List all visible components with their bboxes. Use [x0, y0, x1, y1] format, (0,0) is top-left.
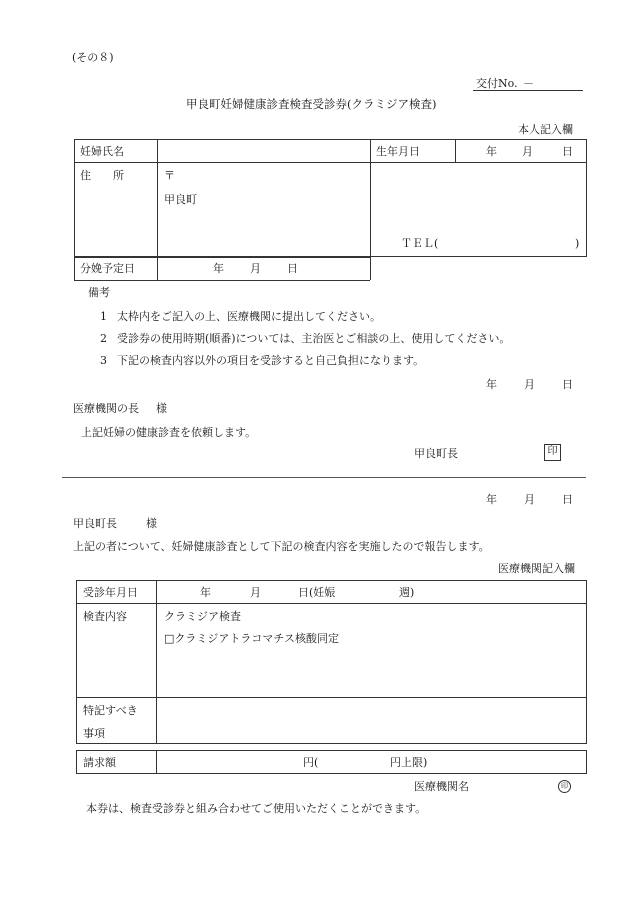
clinic-seal-mark: 印 — [558, 780, 571, 793]
due-month: 月 — [250, 262, 261, 275]
clinic-name-label: 医療機関名 — [414, 780, 469, 793]
visit-month: 月 — [250, 586, 261, 599]
content-item-checkbox: □クラミジアトラコマチス核酸同定 — [164, 632, 339, 645]
note-number: 3 — [100, 354, 107, 367]
due-date-label: 分娩予定日 — [80, 262, 135, 275]
tel-close: ) — [575, 237, 580, 250]
delivery-no-label: 交付No. — [476, 77, 518, 90]
content-title: クラミジア検査 — [164, 610, 241, 623]
name-label: 妊婦氏名 — [80, 145, 124, 158]
dob-month: 月 — [522, 145, 533, 158]
due-year: 年 — [213, 262, 224, 275]
content-label: 検査内容 — [83, 610, 127, 623]
request-month: 月 — [524, 378, 535, 391]
report-honorific: 様 — [146, 517, 157, 530]
visit-date-label: 受診年月日 — [83, 586, 138, 599]
visit-year: 年 — [200, 586, 211, 599]
note-text: 下記の検査内容以外の項目を受診すると自己負担になります。 — [117, 354, 425, 367]
seal-box: 印 — [544, 444, 561, 461]
request-body: 上記妊婦の健康診査を依頼します。 — [81, 426, 257, 439]
town-name: 甲良町 — [164, 193, 197, 206]
mayor-label: 甲良町長 — [414, 447, 458, 460]
request-addressee: 医療機関の長 — [73, 402, 139, 415]
note-number: 1 — [100, 310, 107, 323]
note-number: 2 — [100, 332, 107, 345]
request-honorific: 様 — [156, 402, 167, 415]
delivery-no-dash: － — [523, 77, 534, 90]
note-text: 太枠内をご記入の上、医療機関に提出してください。 — [117, 310, 381, 323]
report-day: 日 — [562, 493, 573, 506]
applicant-form-table — [74, 139, 587, 257]
document-title: 甲良町妊婦健康診査検査受診券(クラミジア検査) — [186, 97, 437, 111]
report-body: 上記の者について、妊婦健康診査として下記の検査内容を実施したので報告します。 — [73, 540, 490, 553]
footer-note: 本券は、検査受診券と組み合わせてご使用いただくことができます。 — [86, 802, 427, 815]
postal-mark: 〒 — [164, 169, 175, 182]
dob-year: 年 — [486, 145, 497, 158]
notes-heading: 備考 — [88, 286, 110, 299]
dob-day: 日 — [562, 145, 573, 158]
self-fill-label: 本人記入欄 — [518, 123, 573, 136]
clinic-fill-label: 医療機関記入欄 — [498, 562, 575, 575]
fee-limit: 円上限) — [390, 756, 428, 769]
tel-label: ＴＥＬ( — [401, 237, 439, 250]
report-year: 年 — [486, 493, 497, 506]
address-label: 住 所 — [80, 169, 124, 182]
section-divider — [62, 477, 586, 478]
request-day: 日 — [562, 378, 573, 391]
request-year: 年 — [486, 378, 497, 391]
delivery-no-underline — [473, 90, 583, 91]
due-day: 日 — [287, 262, 298, 275]
dob-label: 生年月日 — [376, 145, 420, 158]
report-month: 月 — [524, 493, 535, 506]
fee-label: 請求額 — [83, 756, 116, 769]
series-label: (その８) — [72, 51, 114, 64]
note-text: 受診券の使用時期(順番)については、主治医とご相談の上、使用してください。 — [117, 332, 511, 345]
special-label-line1: 特記すべき — [83, 704, 138, 717]
clinic-form-table — [76, 580, 587, 744]
fee-yen: 円( — [303, 756, 319, 769]
fee-table — [76, 750, 587, 774]
visit-day-pregnancy: 日(妊娠 — [298, 586, 336, 599]
report-addressee: 甲良町長 — [73, 517, 117, 530]
special-label-line2: 事項 — [83, 727, 105, 740]
visit-week: 週) — [399, 586, 415, 599]
